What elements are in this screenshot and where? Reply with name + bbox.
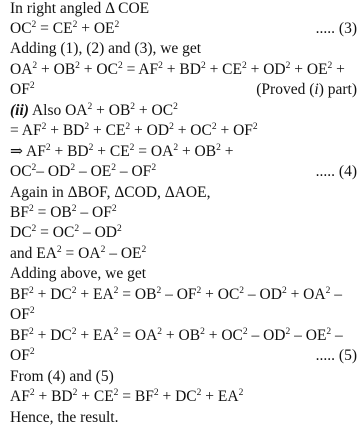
line-text: Adding (1), (2) and (3), we get <box>10 40 202 57</box>
equation-number: ..... (3) <box>315 20 357 37</box>
text-line <box>10 0 357 18</box>
line-text: $AF^2 + BD^2 + CE^2 = BF^2 + DC^2 + EA^2$ <box>10 388 244 405</box>
line-text: $BF^2 = OB^2 - OF^2$ <box>10 204 117 221</box>
line-text: $OC^2 = CE^2 + OE^2$ <box>10 20 120 37</box>
line-text: $OF^2$ <box>10 306 35 323</box>
text-line <box>10 388 357 406</box>
text-line <box>10 81 357 99</box>
line-text: $BF^2 + DC^2 + EA^2 = OB^2 - OF^2 + OC^2 - OD^2 + OA^2$ – <box>10 286 342 303</box>
line-text: $BF^2 + DC^2 + EA^2 = OA^2 + OB^2 + OC^2 - OD^2 - OE^2$ – <box>10 327 343 344</box>
text-line <box>10 224 357 242</box>
text-line <box>10 327 357 345</box>
line-text: From (4) and (5) <box>10 368 114 385</box>
text-line <box>10 286 357 304</box>
text-line <box>10 143 357 161</box>
text-line <box>10 40 357 58</box>
text-line <box>10 163 357 181</box>
text-line <box>10 368 357 386</box>
text-line <box>10 122 357 140</box>
line-text: $OC^2-$ $OD^2 - OE^2 - OF^2$ <box>10 163 157 180</box>
text-line <box>10 306 357 324</box>
text-line <box>10 102 357 120</box>
text-line <box>10 204 357 222</box>
text-line <box>10 409 357 427</box>
line-text: In right angled Δ COE <box>10 0 150 17</box>
line-text: (ii) Also $OA^2 + OB^2 + OC^2$ <box>10 102 178 119</box>
text-line <box>10 20 357 38</box>
line-text: Adding above, we get <box>10 265 147 282</box>
equation-number: ..... (5) <box>315 347 357 364</box>
line-text: $DC^2 = OC^2 - OD^2$ <box>10 224 122 241</box>
line-text: $OF^2$ <box>10 81 35 98</box>
text-line <box>10 245 357 263</box>
line-text: = $AF^2 + BD^2 + CE^2 + OD^2 + OC^2 + OF^2$ <box>10 122 258 139</box>
line-text: ⇒ $AF^2 + BD^2 + CE^2 = OA^2 + OB^2$ + <box>10 143 234 160</box>
line-text: $OF^2$ <box>10 347 35 364</box>
text-line <box>10 184 357 202</box>
text-line <box>10 61 357 79</box>
line-text: Again in ΔBOF, ΔCOD, ΔAOE, <box>10 184 211 201</box>
line-text: and $EA^2 = OA^2 - OE^2$ <box>10 245 147 262</box>
proved-note: (Proved (i) part) <box>256 81 357 98</box>
text-line <box>10 265 357 283</box>
line-text: $OA^2 + OB^2 + OC^2 = AF^2 + BD^2 + CE^2 + OD^2 + OE^2$ + <box>10 61 345 78</box>
line-text: Hence, the result. <box>10 409 119 426</box>
equation-number: ..... (4) <box>315 163 357 180</box>
text-line <box>10 347 357 365</box>
